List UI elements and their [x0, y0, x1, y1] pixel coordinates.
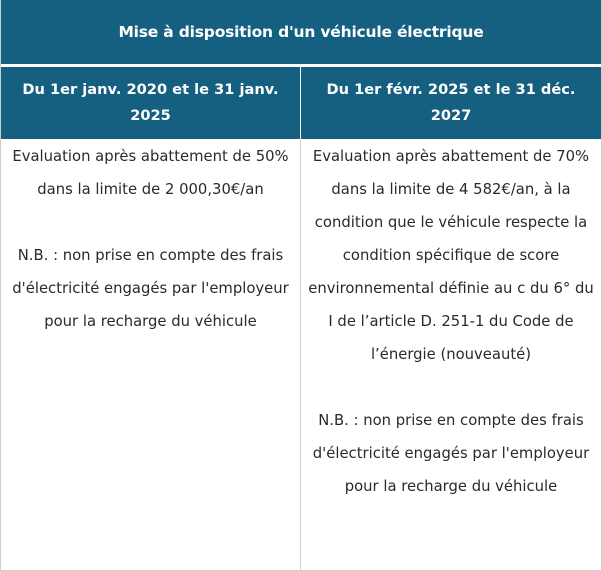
evaluation-text: Evaluation après abattement de 50% dans la limite de 2 000,30€/an — [12, 148, 289, 198]
note-text: N.B. : non prise en compte des frais d'électricité engagés par l'employeur pour la recharge du véhicule — [312, 412, 590, 495]
note-text: N.B. : non prise en compte des frais d'électricité engagés par l'employeur pour la recharge du véhicule — [12, 247, 289, 330]
cell-period-2025-2027 — [301, 139, 601, 570]
table-header-row — [1, 67, 601, 139]
column-header-period-2020-2025: Du 1er janv. 2020 et le 31 janv. 2025 — [1, 67, 301, 139]
column-header-period-2025-2027: Du 1er févr. 2025 et le 31 déc. 2027 — [326, 81, 576, 124]
cell-period-2020-2025 — [1, 139, 301, 570]
table-body-row — [1, 139, 601, 570]
evaluation-text: Evaluation après abattement de 70% dans la limite de 4 582€/an, à la condition que le véhicule respecte la condition spécifique de score environnemental définie au c du 6° du I de l’article D. 251-1 du Code de l’énergie (nouveauté) — [308, 148, 594, 363]
paragraph-spacer — [5, 206, 296, 239]
table-title: Mise à disposition d'un véhicule électrique — [1, 0, 601, 66]
paragraph-spacer — [305, 371, 597, 404]
